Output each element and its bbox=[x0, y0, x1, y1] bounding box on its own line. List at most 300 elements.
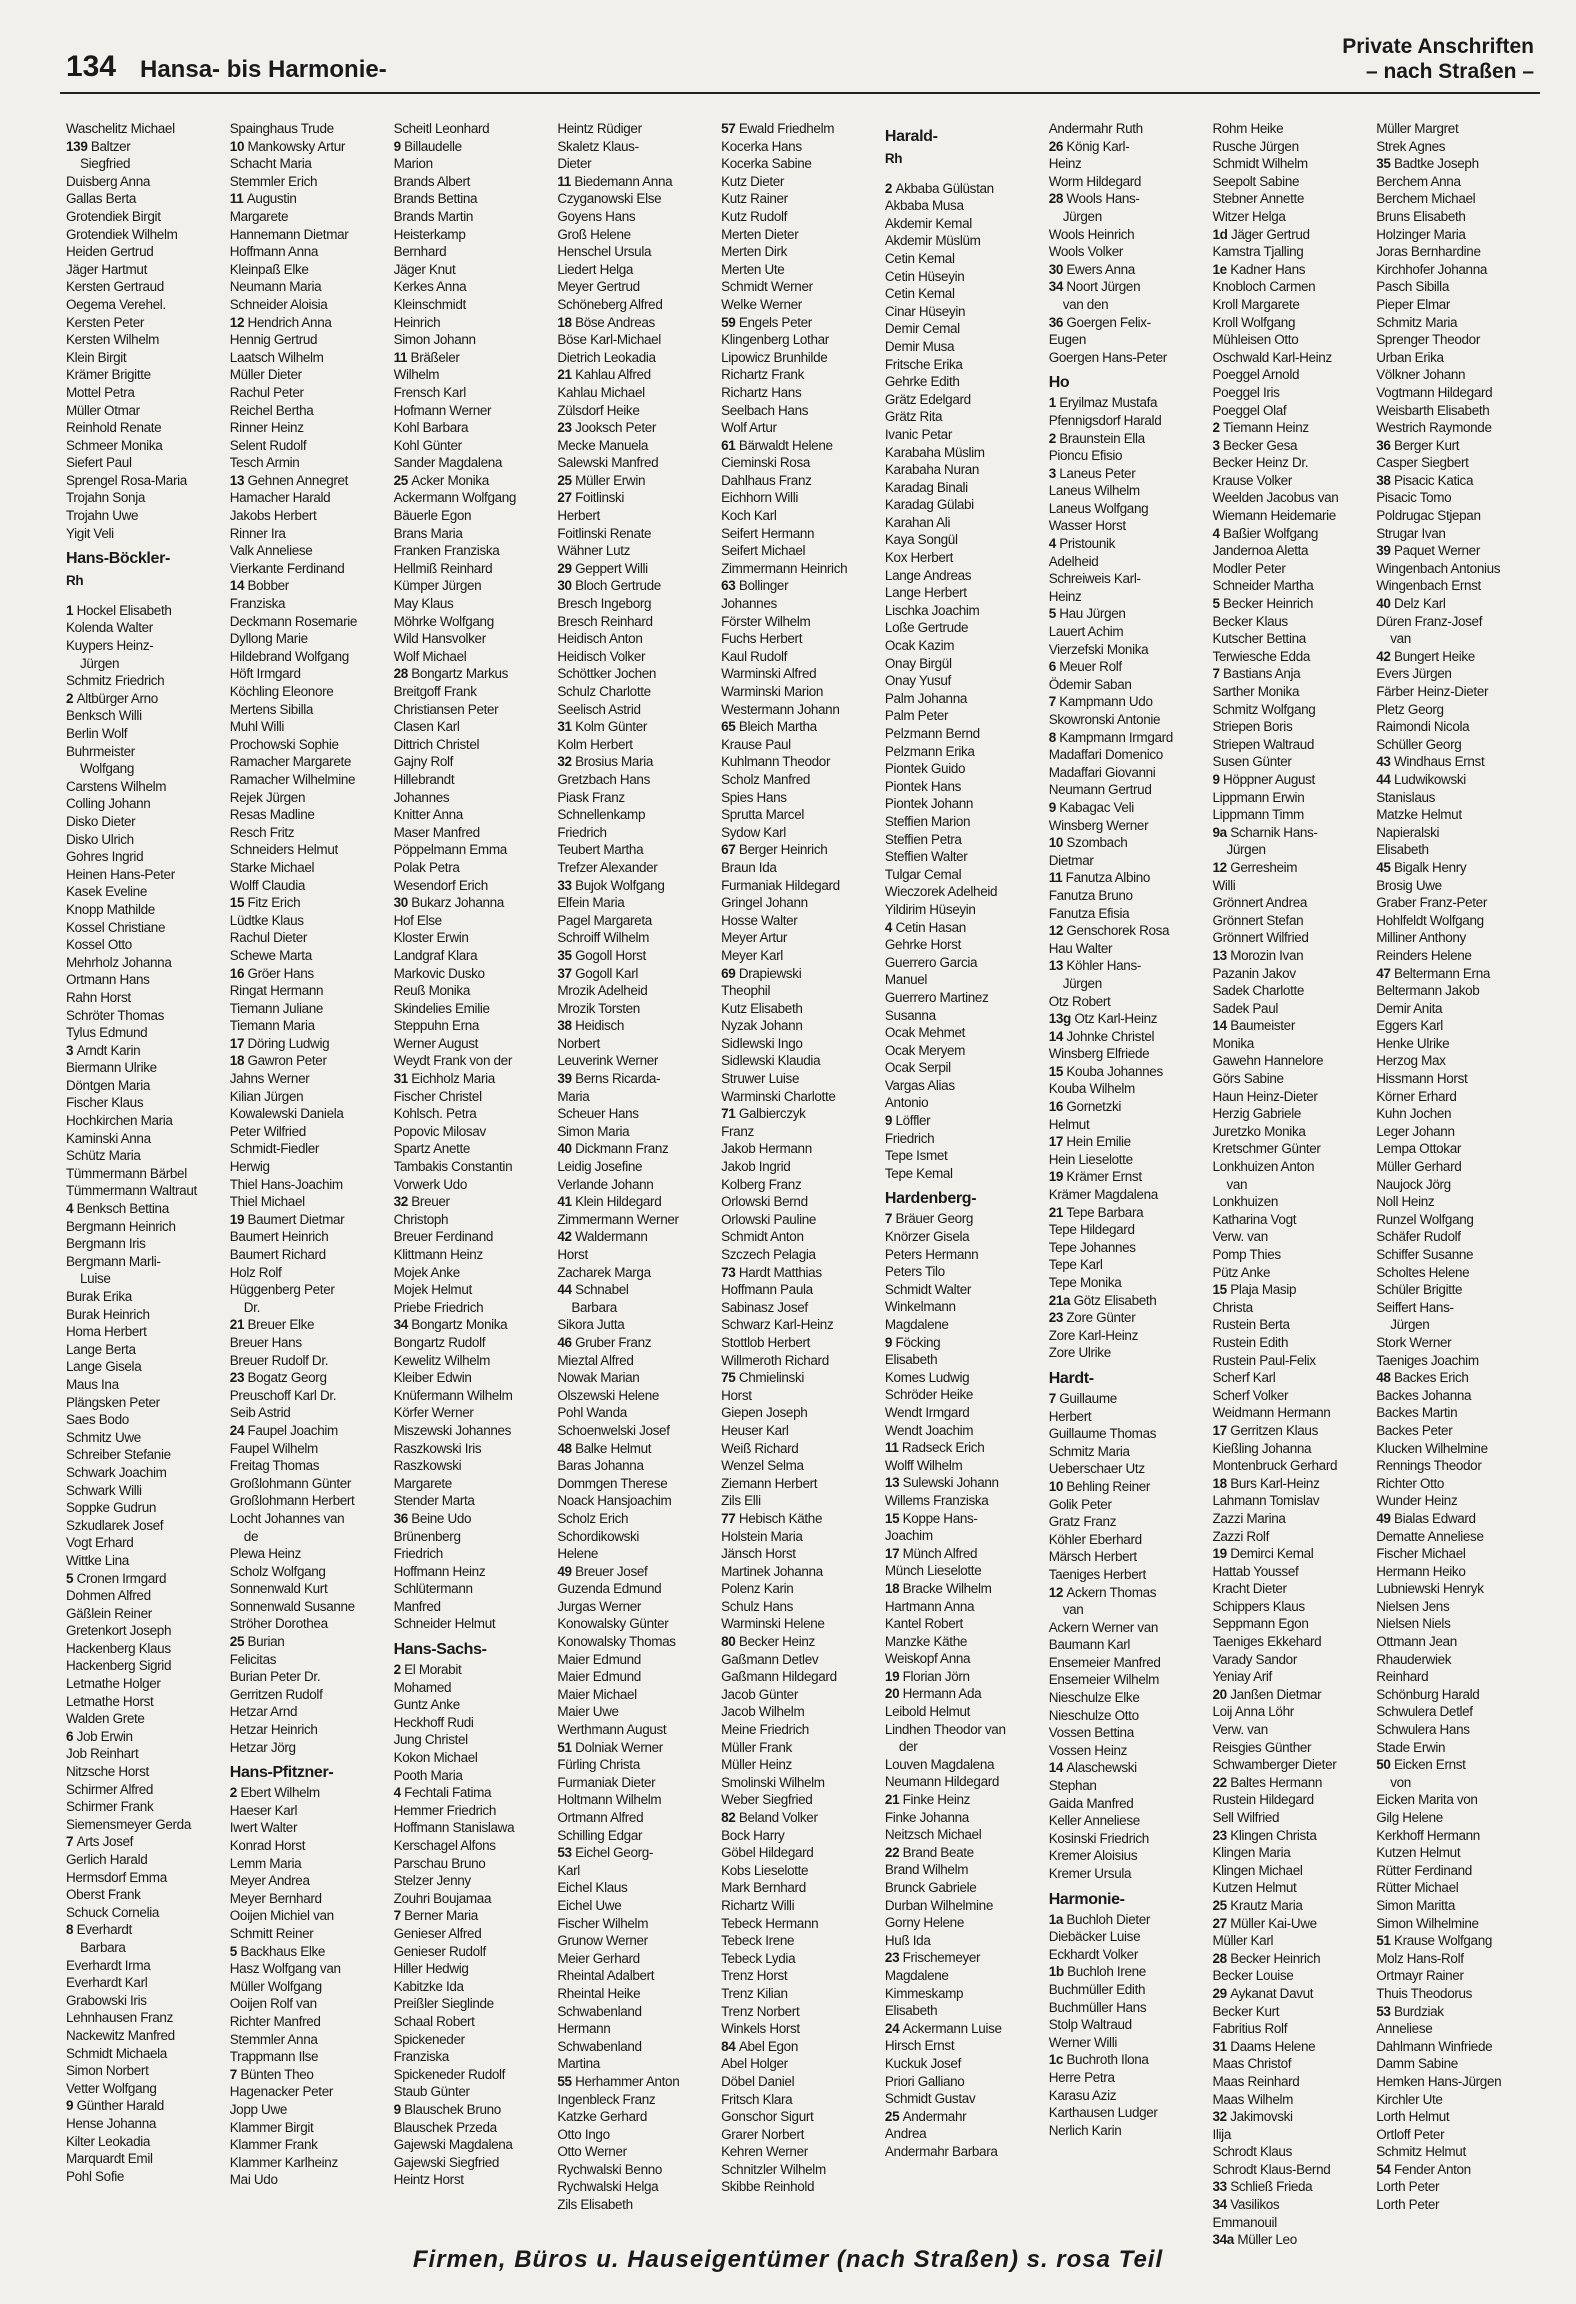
resident-name: Burian bbox=[247, 1634, 285, 1650]
resident-entry: Seelisch Astrid bbox=[557, 701, 641, 717]
resident-entry: Theophil bbox=[721, 983, 771, 999]
resident-entry: Duisberg Anna bbox=[66, 173, 151, 189]
resident-entry: Bresch Reinhard bbox=[557, 613, 653, 629]
resident-entry: Brünenberg bbox=[393, 1528, 461, 1544]
resident-entry: Tebeck Hermann bbox=[721, 1915, 819, 1931]
resident-entry: Schwamberger Dieter bbox=[1212, 1757, 1337, 1773]
house-number: 17 bbox=[1212, 1422, 1231, 1438]
resident-name: Ackermann Luise bbox=[902, 2020, 1002, 2036]
resident-entry: Kewelitz Wilhelm bbox=[393, 1352, 490, 1368]
resident-entry: Lippmann Timm bbox=[1212, 807, 1304, 823]
resident-entry: Grätz Edelgard bbox=[884, 391, 971, 407]
resident-entry bbox=[1049, 869, 1209, 887]
resident-entry: Maier Edmund bbox=[557, 1669, 641, 1685]
resident-name: Kouba Johannes bbox=[1066, 1063, 1163, 1079]
resident-name: Heidisch bbox=[575, 1018, 625, 1034]
resident-entry: Tepe Hildegard bbox=[1048, 1222, 1135, 1238]
resident-entry: Heintz Rüdiger bbox=[557, 121, 642, 136]
resident-entry: Faupel Wilhelm bbox=[229, 1440, 318, 1456]
resident-entry bbox=[1376, 859, 1536, 877]
resident-entry: Kouba Wilhelm bbox=[1048, 1081, 1135, 1097]
resident-entry: Mertens Sibilla bbox=[229, 701, 314, 717]
directory-column bbox=[885, 120, 1045, 2230]
house-number: 5 bbox=[66, 1570, 77, 1586]
resident-name: Baltes Hermann bbox=[1230, 1774, 1323, 1790]
resident-entry: Kaminski Anna bbox=[66, 1130, 151, 1146]
resident-entry: Oschwald Karl-Heinz bbox=[1212, 349, 1332, 365]
resident-entry bbox=[66, 1042, 226, 1060]
resident-entry bbox=[1049, 1010, 1209, 1028]
resident-name: Müller Leo bbox=[1237, 2232, 1297, 2248]
resident-entry: Lüdtke Klaus bbox=[229, 912, 304, 928]
resident-entry: Rychwalski Helga bbox=[557, 2179, 659, 2195]
resident-entry: Milliner Anthony bbox=[1376, 930, 1466, 946]
resident-entry: Varady Sandor bbox=[1212, 1651, 1297, 1667]
house-number: 13 bbox=[1048, 958, 1067, 974]
resident-entry: Schmitz Uwe bbox=[66, 1429, 141, 1445]
house-number: 9 bbox=[1048, 799, 1060, 815]
house-number: 69 bbox=[721, 965, 739, 981]
house-number: 63 bbox=[721, 578, 739, 594]
resident-entry: Kolm Herbert bbox=[557, 736, 633, 752]
resident-name: Bongartz Markus bbox=[411, 666, 509, 682]
resident-entry: Starke Michael bbox=[229, 859, 315, 875]
resident-entry bbox=[885, 1334, 1045, 1352]
resident-entry: Klucken Wilhelmine bbox=[1376, 1440, 1488, 1456]
resident-entry: Foitlinski Renate bbox=[557, 525, 652, 541]
resident-entry bbox=[1376, 437, 1536, 455]
resident-entry: Wild Hansvolker bbox=[393, 631, 486, 647]
resident-entry: Jürgen bbox=[1062, 975, 1102, 991]
resident-entry: Seppmann Egon bbox=[1212, 1616, 1309, 1632]
resident-entry: Demir Musa bbox=[884, 338, 955, 354]
house-number: 67 bbox=[721, 842, 739, 858]
resident-entry: Zimmermann Heinrich bbox=[721, 560, 848, 576]
street-heading: Hardt- bbox=[1048, 1369, 1094, 1387]
resident-entry: Ensemeier Wilhelm bbox=[1048, 1672, 1160, 1688]
resident-entry: Dietmar bbox=[1048, 852, 1094, 868]
resident-entry: Willmeroth Richard bbox=[721, 1352, 829, 1368]
house-number: 33 bbox=[1212, 2179, 1231, 2195]
resident-entry: Köchling Eleonore bbox=[229, 684, 334, 699]
resident-entry: Liedert Helga bbox=[557, 261, 634, 277]
house-number: 1c bbox=[1048, 2052, 1067, 2068]
resident-entry bbox=[1376, 1756, 1536, 1774]
resident-entry: Wolff Claudia bbox=[229, 877, 306, 893]
resident-entry bbox=[1376, 965, 1536, 983]
resident-name: Johnke Christel bbox=[1066, 1028, 1155, 1044]
resident-entry: Onay Birgül bbox=[884, 655, 952, 671]
resident-entry bbox=[1212, 419, 1372, 437]
resident-entry: Sprutta Marcel bbox=[721, 807, 805, 823]
house-number: 4 bbox=[1212, 525, 1224, 541]
resident-entry: Hermsdorf Emma bbox=[66, 1869, 167, 1885]
house-number: 7 bbox=[1212, 666, 1224, 682]
resident-entry: Trojahn Sonja bbox=[66, 490, 146, 506]
resident-entry: Rahn Horst bbox=[66, 989, 131, 1005]
house-number: 42 bbox=[1376, 648, 1394, 664]
resident-entry: Lonkhuizen bbox=[1212, 1194, 1279, 1210]
house-number: 19 bbox=[229, 1211, 248, 1227]
resident-entry: Hochkirchen Maria bbox=[66, 1113, 173, 1129]
resident-entry: Burian Peter Dr. bbox=[229, 1669, 321, 1685]
resident-name: Becker Heinz bbox=[738, 1634, 815, 1650]
house-number: 24 bbox=[884, 2020, 903, 2036]
directory-column bbox=[230, 120, 390, 2230]
resident-name: Goergen Felix- bbox=[1066, 314, 1151, 330]
resident-entry: Siegfried bbox=[80, 156, 131, 172]
resident-entry: Martinek Johanna bbox=[721, 1563, 823, 1579]
resident-entry: Kerkhoff Hermann bbox=[1376, 1827, 1480, 1843]
house-number: 34 bbox=[1048, 279, 1067, 295]
resident-entry bbox=[230, 894, 390, 912]
resident-entry bbox=[1212, 437, 1372, 455]
resident-entry: Spartz Anette bbox=[393, 1141, 471, 1157]
resident-entry: Trenz Kilian bbox=[721, 1985, 788, 2001]
house-number: 25 bbox=[557, 472, 576, 488]
house-number: 17 bbox=[1048, 1134, 1067, 1150]
resident-entry: Fürling Christa bbox=[557, 1757, 640, 1773]
house-number: 17 bbox=[229, 1035, 248, 1051]
resident-entry: Schmidt Gustav bbox=[884, 2091, 976, 2107]
house-number: 6 bbox=[1048, 659, 1060, 675]
resident-entry: van bbox=[1390, 631, 1411, 647]
resident-entry: Nackewitz Manfred bbox=[66, 2027, 175, 2043]
resident-entry: Reuß Monika bbox=[393, 983, 470, 999]
resident-entry: Westermann Johann bbox=[721, 701, 840, 717]
resident-entry: Rhauderwiek bbox=[1376, 1651, 1452, 1667]
resident-entry: Ströher Dorothea bbox=[229, 1616, 328, 1632]
house-number: 19 bbox=[1212, 1546, 1231, 1562]
resident-entry: Fuchs Herbert bbox=[721, 631, 803, 647]
resident-entry: Schröter Thomas bbox=[66, 1007, 165, 1023]
resident-name: Bräuer Georg bbox=[895, 1211, 974, 1227]
resident-name: Köhler Hans- bbox=[1066, 958, 1141, 974]
resident-entry: Skaletz Klaus- bbox=[557, 138, 639, 154]
resident-entry: Skibbe Reinhold bbox=[721, 2179, 815, 2195]
resident-entry bbox=[721, 314, 881, 332]
resident-entry: Guillaume Thomas bbox=[1048, 1426, 1157, 1442]
resident-entry bbox=[721, 1264, 881, 1282]
resident-entry bbox=[1212, 226, 1372, 244]
resident-name: Becker Heinrich bbox=[1223, 596, 1314, 612]
house-number: 36 bbox=[1048, 314, 1067, 330]
resident-name: Gornetzki bbox=[1066, 1099, 1122, 1115]
resident-entry: Höft Irmgard bbox=[229, 666, 301, 682]
resident-entry: Kohlsch. Petra bbox=[393, 1106, 477, 1122]
resident-entry: Gerlich Harald bbox=[66, 1852, 148, 1867]
resident-entry: Ivanic Petar bbox=[884, 426, 952, 442]
resident-entry: Guntz Anke bbox=[393, 1697, 460, 1713]
house-number: 2 bbox=[66, 690, 77, 706]
resident-name: Jooksch Peter bbox=[575, 420, 657, 436]
house-number: 43 bbox=[1376, 754, 1394, 770]
resident-entry: Mojek Helmut bbox=[393, 1282, 472, 1298]
resident-entry: Sarther Monika bbox=[1212, 684, 1300, 699]
house-number: 48 bbox=[1376, 1370, 1394, 1386]
resident-entry: Tesch Armin bbox=[229, 455, 300, 471]
resident-entry: Richartz Willi bbox=[721, 1897, 795, 1913]
house-number: 33 bbox=[557, 877, 576, 893]
resident-name: Baumert Dietmar bbox=[247, 1211, 345, 1227]
resident-entry: Spickeneder bbox=[393, 2031, 465, 2047]
resident-name: Florian Jörn bbox=[902, 1668, 970, 1684]
resident-entry: Olszewski Helene bbox=[557, 1387, 660, 1403]
resident-entry: Reichel Bertha bbox=[229, 402, 314, 418]
resident-entry: Jakob Hermann bbox=[721, 1141, 812, 1157]
resident-entry: Nieschulze Otto bbox=[1048, 1707, 1139, 1723]
resident-entry bbox=[885, 2020, 1045, 2038]
resident-entry: Skindelies Emilie bbox=[393, 1000, 490, 1016]
resident-entry: Ueberschaer Utz bbox=[1048, 1461, 1145, 1477]
house-number: 38 bbox=[557, 1018, 576, 1034]
resident-entry: Striepen Boris bbox=[1212, 719, 1293, 735]
resident-entry: Pieper Elmar bbox=[1376, 296, 1451, 312]
resident-entry: Nieschulze Elke bbox=[1048, 1690, 1140, 1706]
resident-entry: Henschel Ursula bbox=[557, 244, 652, 260]
resident-entry: Oegema Verehel. bbox=[66, 296, 166, 312]
resident-name: Brosius Maria bbox=[575, 754, 654, 770]
resident-entry: Scherf Karl bbox=[1212, 1370, 1276, 1386]
resident-entry bbox=[721, 1105, 881, 1123]
house-number: 1d bbox=[1212, 226, 1231, 242]
resident-entry: Runzel Wolfgang bbox=[1376, 1211, 1474, 1227]
resident-name: Ackern Thomas bbox=[1066, 1584, 1157, 1600]
resident-name: Plaja Masip bbox=[1230, 1282, 1297, 1298]
resident-name: Akbaba Gülüstan bbox=[895, 180, 994, 196]
resident-entry bbox=[1049, 693, 1209, 711]
resident-entry: Susen Günter bbox=[1212, 754, 1292, 770]
resident-entry: Brands Albert bbox=[393, 173, 471, 189]
house-number: 84 bbox=[721, 2038, 739, 2054]
resident-name: Hau Jürgen bbox=[1059, 606, 1126, 622]
resident-entry: Verlande Johann bbox=[557, 1176, 654, 1192]
resident-entry: Maier Edmund bbox=[557, 1651, 641, 1667]
resident-entry: Baumert Heinrich bbox=[229, 1229, 329, 1245]
resident-entry: Piask Franz bbox=[557, 789, 625, 805]
resident-entry: Siemensmeyer Gerda bbox=[66, 1816, 192, 1832]
resident-entry: Andermahr Barbara bbox=[884, 2143, 998, 2159]
house-number: 29 bbox=[557, 560, 576, 576]
resident-entry: Cieminski Rosa bbox=[721, 455, 811, 471]
resident-entry: Noll Heinz bbox=[1376, 1194, 1435, 1210]
resident-entry: Kutscher Bettina bbox=[1212, 631, 1306, 647]
resident-entry bbox=[1049, 1478, 1209, 1496]
resident-entry: Richter Otto bbox=[1376, 1475, 1445, 1491]
resident-entry: Grönnert Wilfried bbox=[1212, 930, 1309, 946]
resident-entry: Ortmann Alfred bbox=[557, 1810, 644, 1825]
resident-entry: Magdalene bbox=[884, 1967, 949, 1983]
resident-name: Cetin Hasan bbox=[895, 919, 966, 935]
house-number: 32 bbox=[1212, 2109, 1231, 2125]
resident-entry: Mühleisen Otto bbox=[1212, 332, 1299, 348]
street-heading: Hans-Sachs- bbox=[393, 1641, 487, 1659]
resident-entry: Schulz Charlotte bbox=[557, 684, 651, 699]
resident-entry: Ilija bbox=[1212, 2126, 1231, 2142]
house-number: 54 bbox=[1376, 2161, 1394, 2177]
house-number: 77 bbox=[721, 1510, 739, 1526]
resident-entry: Trappmann Ilse bbox=[229, 2049, 319, 2065]
resident-entry: Zazzi Rolf bbox=[1212, 1528, 1269, 1544]
resident-entry: Seifert Hermann bbox=[721, 525, 815, 541]
resident-entry: Otto Werner bbox=[557, 2144, 627, 2160]
resident-entry: Herzig Gabriele bbox=[1212, 1106, 1302, 1122]
resident-entry: Muhl Willi bbox=[229, 719, 285, 735]
resident-entry: Hüggenberg Peter bbox=[229, 1282, 335, 1298]
resident-entry: Kocerka Hans bbox=[721, 138, 802, 154]
resident-entry bbox=[394, 894, 554, 912]
resident-entry: Margarete bbox=[393, 1475, 452, 1491]
resident-entry: Breuer Ferdinand bbox=[393, 1229, 494, 1245]
resident-entry bbox=[1049, 138, 1209, 156]
resident-entry bbox=[885, 919, 1045, 937]
resident-entry: Klammer Birgit bbox=[229, 2119, 314, 2135]
resident-entry: Mottel Petra bbox=[66, 384, 135, 400]
resident-entry: Tebeck Irene bbox=[721, 1933, 795, 1949]
resident-entry bbox=[721, 1510, 881, 1528]
resident-entry: Emmanouil bbox=[1212, 2214, 1277, 2230]
resident-entry: Friedrich bbox=[884, 1130, 935, 1146]
resident-entry: Lange Herbert bbox=[884, 585, 967, 601]
resident-entry: Lange Berta bbox=[66, 1341, 136, 1357]
resident-name: Bukarz Johanna bbox=[411, 895, 504, 911]
resident-entry: Adelheid bbox=[1048, 553, 1099, 569]
resident-entry: Gäßlein Reiner bbox=[66, 1605, 152, 1621]
resident-entry bbox=[557, 419, 717, 437]
directory-column bbox=[66, 120, 226, 2230]
resident-entry: Pütz Anke bbox=[1212, 1264, 1271, 1280]
resident-entry: Manzke Käthe bbox=[884, 1633, 968, 1649]
resident-entry: Smolinski Wilhelm bbox=[721, 1774, 825, 1790]
resident-entry: Leibold Helmut bbox=[884, 1704, 971, 1720]
house-number: 10 bbox=[229, 138, 248, 154]
resident-entry: Hackenberg Klaus bbox=[66, 1640, 171, 1656]
resident-entry: Pfennigsdorf Harald bbox=[1048, 412, 1162, 428]
resident-name: Föcking bbox=[895, 1334, 941, 1350]
resident-entry: Christa bbox=[1212, 1299, 1253, 1315]
resident-entry: Breuer Hans bbox=[229, 1334, 302, 1350]
resident-entry: Palm Peter bbox=[884, 708, 949, 724]
resident-entry: Ortmayr Rainer bbox=[1376, 1968, 1464, 1984]
resident-entry: Wunder Heinz bbox=[1376, 1493, 1458, 1509]
house-number: 26 bbox=[1048, 138, 1067, 154]
resident-entry: Akdemir Kemal bbox=[884, 215, 972, 231]
resident-entry: Vossen Heinz bbox=[1048, 1742, 1128, 1758]
resident-entry bbox=[557, 877, 717, 895]
resident-entry: Schöneberg Alfred bbox=[557, 296, 663, 312]
resident-entry bbox=[230, 472, 390, 490]
house-number: 15 bbox=[1048, 1063, 1067, 1079]
resident-name: Baßier Wolfgang bbox=[1223, 525, 1319, 541]
resident-entry: Schrodt Klaus bbox=[1212, 2144, 1292, 2160]
house-number: 12 bbox=[1212, 859, 1231, 875]
house-number: 14 bbox=[229, 578, 248, 594]
resident-entry bbox=[1049, 1063, 1209, 1081]
resident-entry: Brans Maria bbox=[393, 525, 463, 541]
resident-entry: Barbara bbox=[571, 1299, 617, 1315]
resident-name: Balke Helmut bbox=[575, 1440, 652, 1456]
resident-entry bbox=[1212, 595, 1372, 613]
resident-entry: Gratz Franz bbox=[1048, 1514, 1117, 1530]
resident-name: Krautz Maria bbox=[1230, 1897, 1303, 1913]
resident-name: Biedemann Anna bbox=[574, 173, 673, 189]
resident-entry: Tepe Ismet bbox=[884, 1148, 948, 1164]
house-number: 21 bbox=[229, 1317, 248, 1333]
resident-name: Kampmann Udo bbox=[1059, 694, 1153, 710]
resident-name: Fender Anton bbox=[1393, 2161, 1471, 2177]
resident-entry: Poeggel Arnold bbox=[1212, 367, 1300, 383]
resident-entry: Holz Rolf bbox=[229, 1264, 282, 1280]
resident-entry: Worm Hildegard bbox=[1048, 173, 1142, 189]
resident-entry: Eckhardt Volker bbox=[1048, 1946, 1138, 1962]
resident-entry: Krämer Magdalena bbox=[1048, 1187, 1158, 1203]
resident-entry: Schilling Edgar bbox=[557, 1827, 643, 1843]
resident-entry: Warminski Alfred bbox=[721, 666, 817, 682]
resident-entry: van bbox=[1062, 1602, 1084, 1618]
house-number: 17 bbox=[884, 1545, 903, 1561]
resident-entry: Schmidt Michaela bbox=[66, 2045, 167, 2061]
resident-name: Job Erwin bbox=[76, 1728, 133, 1744]
resident-entry: Parschau Bruno bbox=[393, 1855, 486, 1871]
resident-entry: Kleinschmidt bbox=[393, 296, 466, 312]
resident-entry: Carstens Wilhelm bbox=[66, 778, 167, 794]
resident-entry: Wolfgang bbox=[80, 761, 134, 777]
resident-name: Waldermann bbox=[575, 1229, 648, 1245]
resident-entry bbox=[557, 2073, 717, 2091]
resident-entry: Reinders Helene bbox=[1376, 947, 1472, 963]
resident-entry bbox=[1212, 1950, 1372, 1968]
resident-entry: Biermann Ulrike bbox=[66, 1060, 157, 1076]
resident-entry: Oberst Frank bbox=[66, 1887, 141, 1903]
resident-entry: Pomp Thies bbox=[1212, 1247, 1281, 1262]
resident-entry: Rachul Dieter bbox=[229, 930, 308, 946]
house-number: 11 bbox=[1048, 870, 1066, 886]
house-number: 5 bbox=[1048, 606, 1060, 622]
resident-name: Billaudelle bbox=[404, 138, 462, 154]
resident-entry: Marion bbox=[393, 156, 433, 172]
house-number: 25 bbox=[393, 472, 412, 488]
house-number: 51 bbox=[1376, 1933, 1394, 1949]
resident-entry: Lange Andreas bbox=[884, 567, 972, 583]
resident-entry: Horst bbox=[721, 1387, 752, 1403]
resident-entry: Lippmann Erwin bbox=[1212, 789, 1305, 805]
resident-entry: Koch Karl bbox=[721, 508, 777, 524]
house-number: 2 bbox=[1212, 420, 1224, 436]
resident-name: Benksch Bettina bbox=[76, 1201, 169, 1217]
house-number: 75 bbox=[721, 1370, 739, 1386]
resident-entry: Hemken Hans-Jürgen bbox=[1376, 2073, 1502, 2089]
resident-entry: Everhardt Irma bbox=[66, 1957, 151, 1973]
resident-entry: Maser Manfred bbox=[393, 824, 480, 840]
resident-entry: Haun Heinz-Dieter bbox=[1212, 1088, 1318, 1104]
directory-column bbox=[394, 120, 554, 2230]
resident-entry: Skowronski Antonie bbox=[1048, 712, 1161, 727]
resident-name: Gröer Hans bbox=[247, 965, 314, 981]
resident-name: Buchloh Irene bbox=[1067, 1964, 1146, 1980]
resident-entry bbox=[1212, 1774, 1372, 1792]
resident-entry: Stebner Annette bbox=[1212, 191, 1305, 207]
resident-entry: Herbert bbox=[557, 508, 600, 524]
resident-entry bbox=[230, 138, 390, 156]
resident-entry: Schulz Hans bbox=[721, 1598, 794, 1614]
resident-entry: Klammer Karlheinz bbox=[229, 2154, 338, 2170]
resident-entry: Sabinasz Josef bbox=[721, 1299, 808, 1315]
resident-entry: Palm Johanna bbox=[884, 690, 968, 706]
resident-entry: Deckmann Rosemarie bbox=[229, 613, 358, 629]
resident-entry: Scholz Erich bbox=[557, 1510, 629, 1526]
resident-entry bbox=[230, 577, 390, 595]
house-number: 13g bbox=[1048, 1011, 1075, 1027]
